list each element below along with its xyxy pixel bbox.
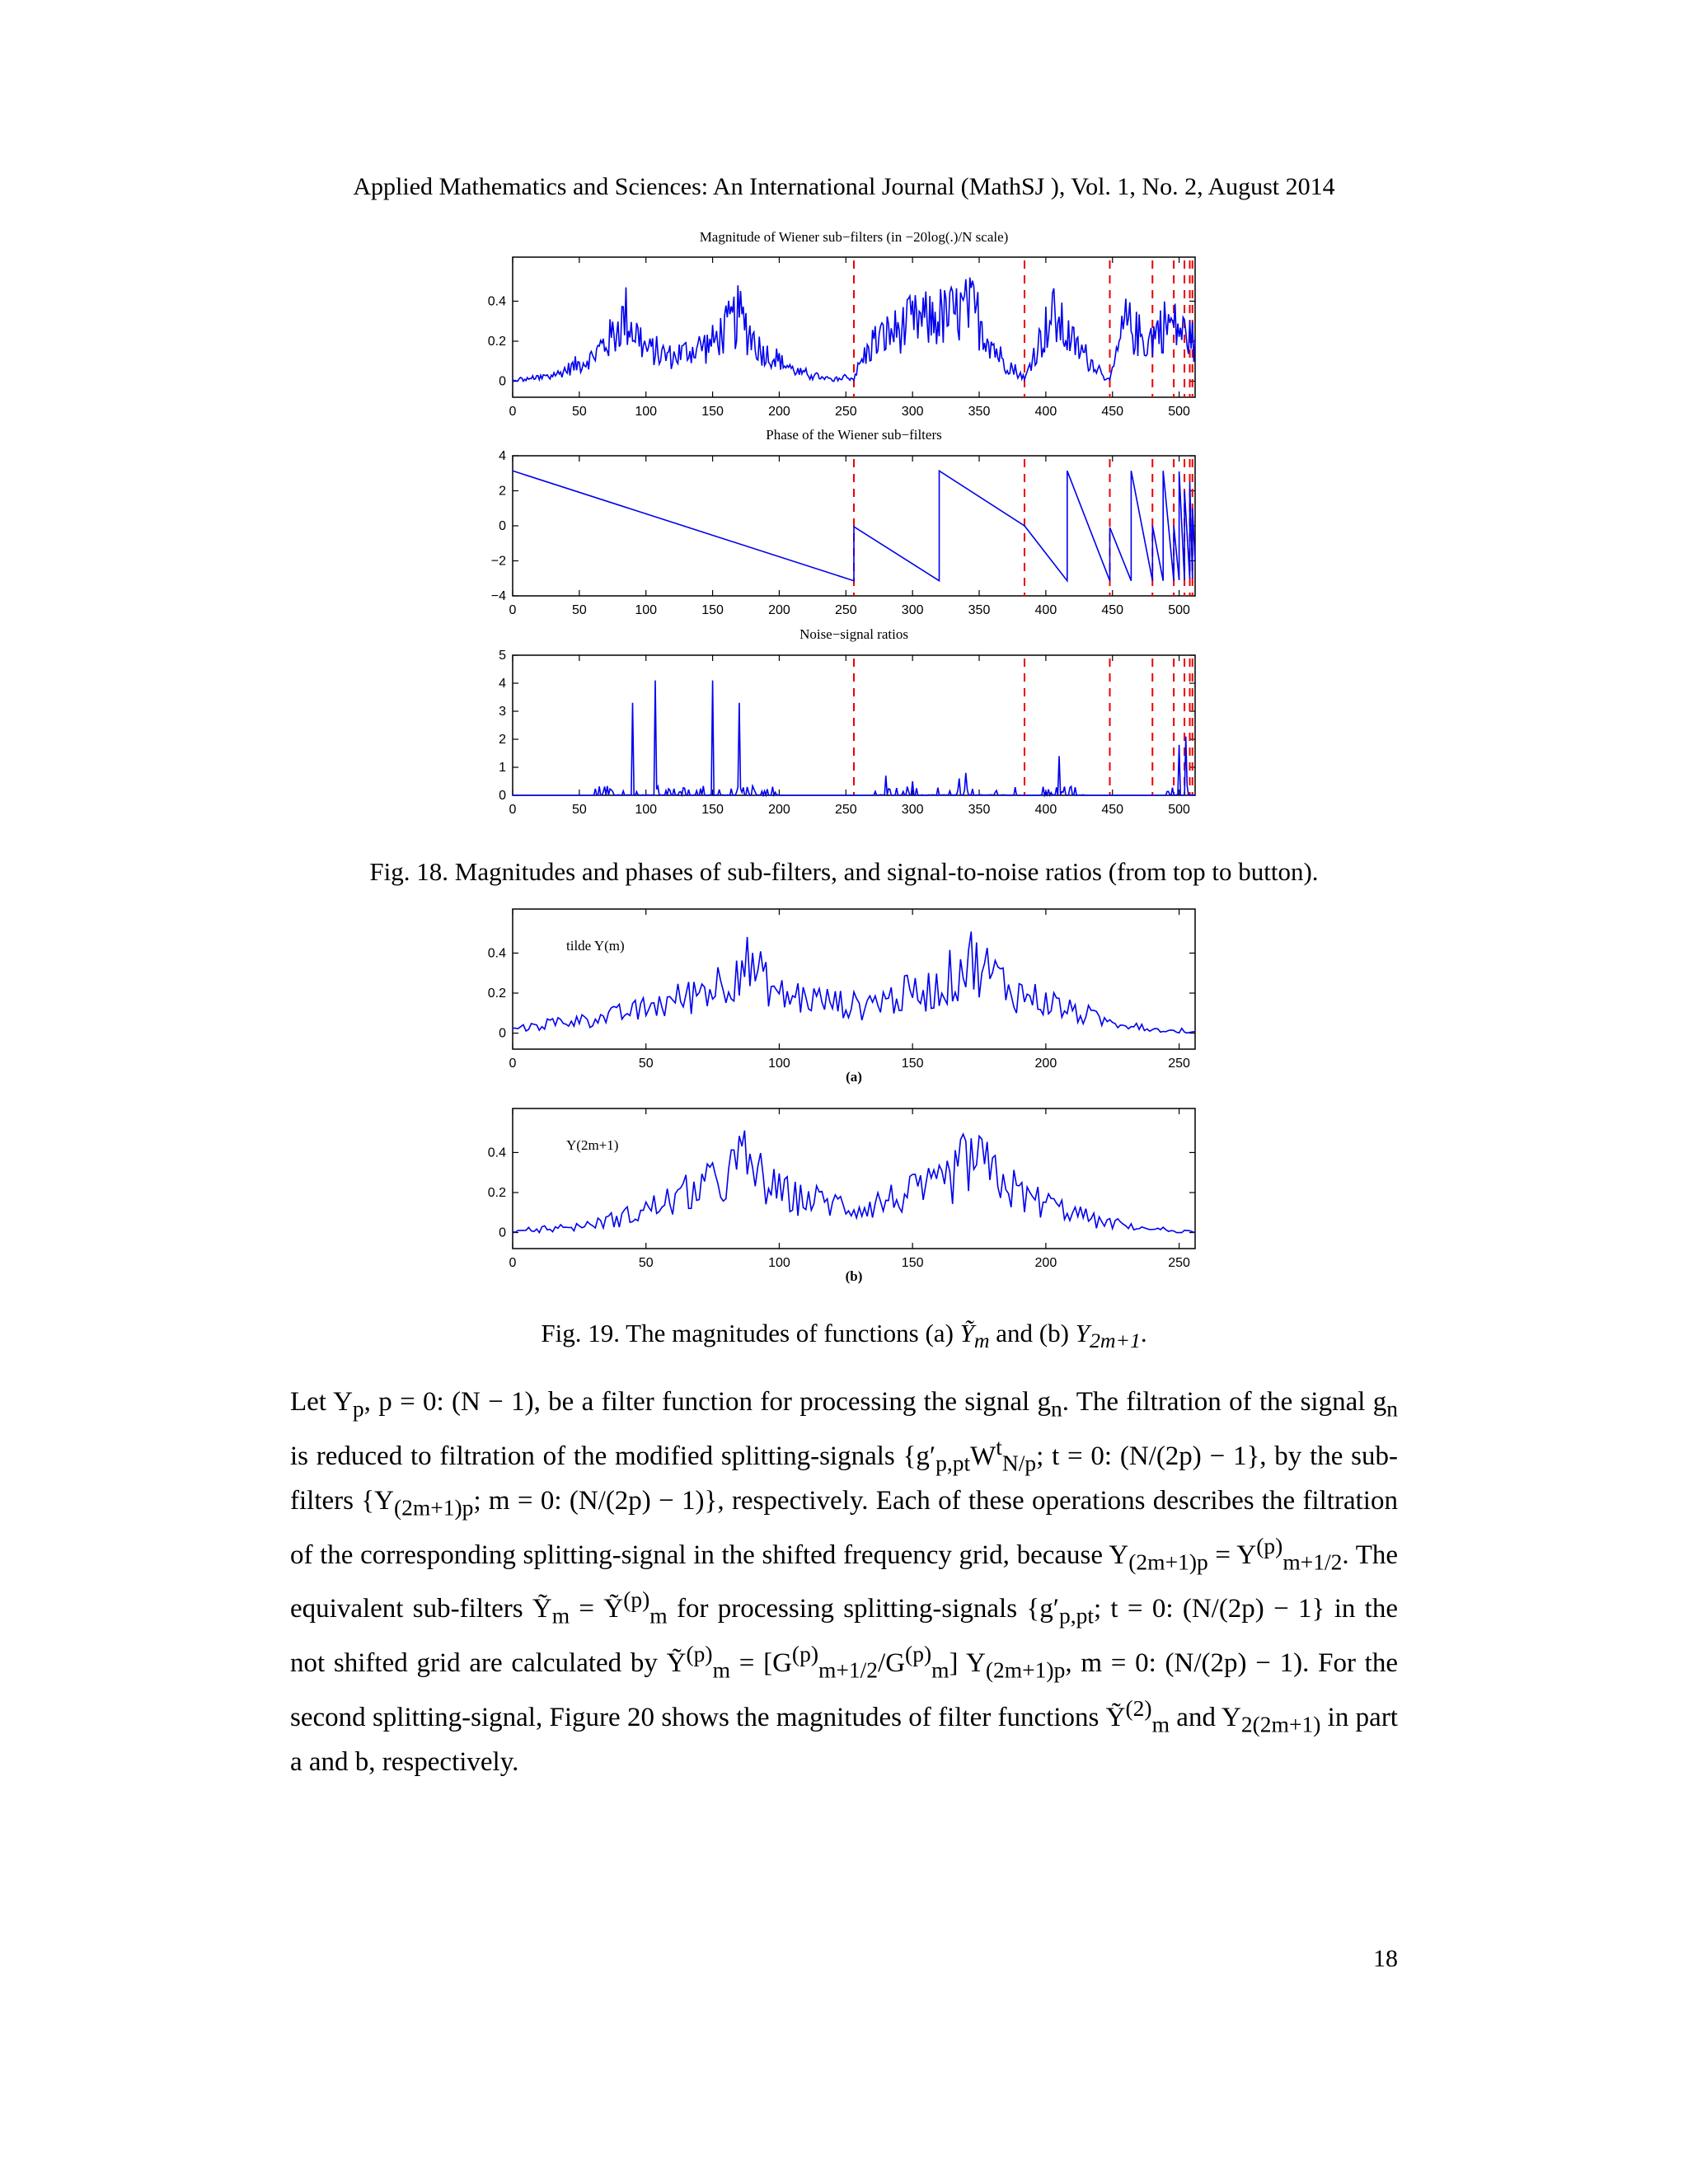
x-tick-label: 450 bbox=[1101, 603, 1124, 617]
x-tick-label: 50 bbox=[638, 1057, 654, 1071]
x-tick-label: 100 bbox=[768, 1057, 790, 1071]
x-tick-label: 0 bbox=[509, 803, 517, 817]
x-tick-label: 400 bbox=[1034, 803, 1057, 817]
y-tick-label: −4 bbox=[490, 589, 506, 603]
x-tick-label: 100 bbox=[768, 1256, 790, 1270]
y-tick-label: 3 bbox=[499, 705, 506, 719]
page-number: 18 bbox=[1373, 1945, 1398, 1972]
caption-part: . bbox=[1140, 1319, 1147, 1347]
x-tick-label: 300 bbox=[901, 603, 924, 617]
x-tick-label: 0 bbox=[509, 603, 517, 617]
y-tick-label: 0.4 bbox=[487, 946, 506, 961]
x-tick-label: 250 bbox=[1168, 1256, 1190, 1270]
y-tick-label: 0.4 bbox=[487, 294, 506, 309]
x-tick-label: 250 bbox=[834, 405, 857, 419]
y-tick-label: −2 bbox=[490, 554, 506, 569]
figure-19-caption bbox=[0, 1319, 1688, 1353]
x-tick-label: 400 bbox=[1034, 603, 1057, 617]
subfigure-label: (a) bbox=[846, 1069, 862, 1085]
x-tick-label: 500 bbox=[1168, 405, 1190, 419]
y-tick-label: 4 bbox=[499, 677, 506, 691]
x-tick-label: 200 bbox=[1034, 1057, 1057, 1071]
x-tick-label: 50 bbox=[571, 603, 587, 617]
x-tick-label: 350 bbox=[968, 405, 991, 419]
y-tick-label: 0 bbox=[499, 374, 506, 389]
x-tick-label: 250 bbox=[834, 803, 857, 817]
x-tick-label: 400 bbox=[1034, 405, 1057, 419]
plot-frame bbox=[513, 909, 1195, 1049]
body-paragraph bbox=[290, 1383, 1398, 1781]
x-tick-label: 300 bbox=[901, 803, 924, 817]
series-label: Y(2m+1) bbox=[566, 1137, 619, 1153]
running-header: Applied Mathematics and Sciences: An International Journal (MathSJ ), Vol. 1, No. 2, August 2014 bbox=[353, 173, 1335, 200]
caption-math-ym: Ỹ$_m$ bbox=[959, 1319, 990, 1353]
x-tick-label: 0 bbox=[509, 405, 517, 419]
y-tick-label: 5 bbox=[499, 649, 506, 663]
y-tick-label: 0.2 bbox=[487, 987, 506, 1001]
y-tick-label: 0.4 bbox=[487, 1146, 506, 1160]
y-tick-label: 0.2 bbox=[487, 1186, 506, 1200]
x-tick-label: 350 bbox=[968, 603, 991, 617]
chart-title: Magnitude of Wiener sub−filters (in −20log(.)/N scale) bbox=[699, 229, 1009, 245]
y-tick-label: 0.2 bbox=[487, 335, 506, 349]
x-tick-label: 100 bbox=[635, 803, 658, 817]
x-tick-label: 500 bbox=[1168, 603, 1190, 617]
y-tick-label: 0 bbox=[499, 1226, 506, 1240]
x-tick-label: 100 bbox=[635, 405, 658, 419]
y-tick-label: 4 bbox=[499, 449, 506, 463]
chart-title: Phase of the Wiener sub−filters bbox=[766, 427, 942, 443]
x-tick-label: 50 bbox=[638, 1256, 654, 1270]
x-tick-label: 0 bbox=[509, 1256, 517, 1270]
x-tick-label: 0 bbox=[509, 1057, 517, 1071]
figure-18-caption: Fig. 18. Magnitudes and phases of sub-filters, and signal-to-noise ratios (from top to button). bbox=[369, 857, 1319, 886]
x-tick-label: 350 bbox=[968, 803, 991, 817]
subfigure-label: (b) bbox=[845, 1268, 863, 1284]
x-tick-label: 450 bbox=[1101, 405, 1124, 419]
x-tick-label: 50 bbox=[571, 405, 587, 419]
series-label: tilde Y(m) bbox=[566, 938, 625, 954]
x-tick-label: 100 bbox=[635, 603, 658, 617]
x-tick-label: 300 bbox=[901, 405, 924, 419]
x-tick-label: 200 bbox=[768, 603, 790, 617]
x-tick-label: 200 bbox=[768, 405, 790, 419]
plot-frame bbox=[513, 1108, 1195, 1249]
y-tick-label: 1 bbox=[499, 761, 506, 775]
y-tick-label: 0 bbox=[499, 1026, 506, 1041]
paragraph-text: Let $Y_p$, p = 0: (N − 1), be a filter function for processing the signal $g_n$. The filtration of the signal $g_n$ is reduced to filtration of the modified splitting-signals {$g'_{p,pt}W^t_{N/p}$; t = 0: (N/(2p) − 1}, by the sub-filters {$Y_{(2m+1)p}$; m = 0: (N/(2p) − 1)}, respectively. Each of these operations describes the filtration of the corresponding splitting-signal in the shifted frequency grid, because $Y_{(2m+1)p} = Y^{(p)}_{m+1/2}$. The equivalent sub-filters Ỹ$_m$ = Ỹ$^{(p)}_m$ for processing splitting-signals {$g'_{p,pt}$; t = 0: (N/(2p) − 1} in the not shifted grid are calculated by Ỹ$^{(p)}_m$ = $[G^{(p)}_{m+1/2}/G^{(p)}_m]$ $Y_{(2m+1)p}$, m = 0: (N/(2p) − 1). For the second splitting-signal, Figure 20 shows the magnitudes of filter functions Ỹ$^{(2)}_m$ and $Y_{2(2m+1)}$ in part a and b, respectively. bbox=[290, 1387, 1398, 1778]
x-tick-label: 150 bbox=[901, 1057, 924, 1071]
x-tick-label: 250 bbox=[834, 603, 857, 617]
y-tick-label: 0 bbox=[499, 789, 506, 803]
caption-math-y2m1: $Y_{2m+1}$ bbox=[1075, 1319, 1141, 1353]
caption-part: and (b) bbox=[989, 1319, 1076, 1347]
x-tick-label: 150 bbox=[701, 603, 724, 617]
x-tick-label: 150 bbox=[901, 1256, 924, 1270]
y-tick-label: 0 bbox=[499, 519, 506, 533]
chart-title: Noise−signal ratios bbox=[799, 626, 908, 642]
x-tick-label: 250 bbox=[1168, 1057, 1190, 1071]
caption-part: Fig. 19. The magnitudes of functions (a) bbox=[541, 1319, 960, 1347]
x-tick-label: 200 bbox=[768, 803, 790, 817]
y-tick-label: 2 bbox=[499, 484, 506, 499]
x-tick-label: 50 bbox=[571, 803, 587, 817]
y-tick-label: 2 bbox=[499, 733, 506, 747]
x-tick-label: 450 bbox=[1101, 803, 1124, 817]
x-tick-label: 500 bbox=[1168, 803, 1190, 817]
x-tick-label: 150 bbox=[701, 803, 724, 817]
x-tick-label: 200 bbox=[1034, 1256, 1057, 1270]
x-tick-label: 150 bbox=[701, 405, 724, 419]
